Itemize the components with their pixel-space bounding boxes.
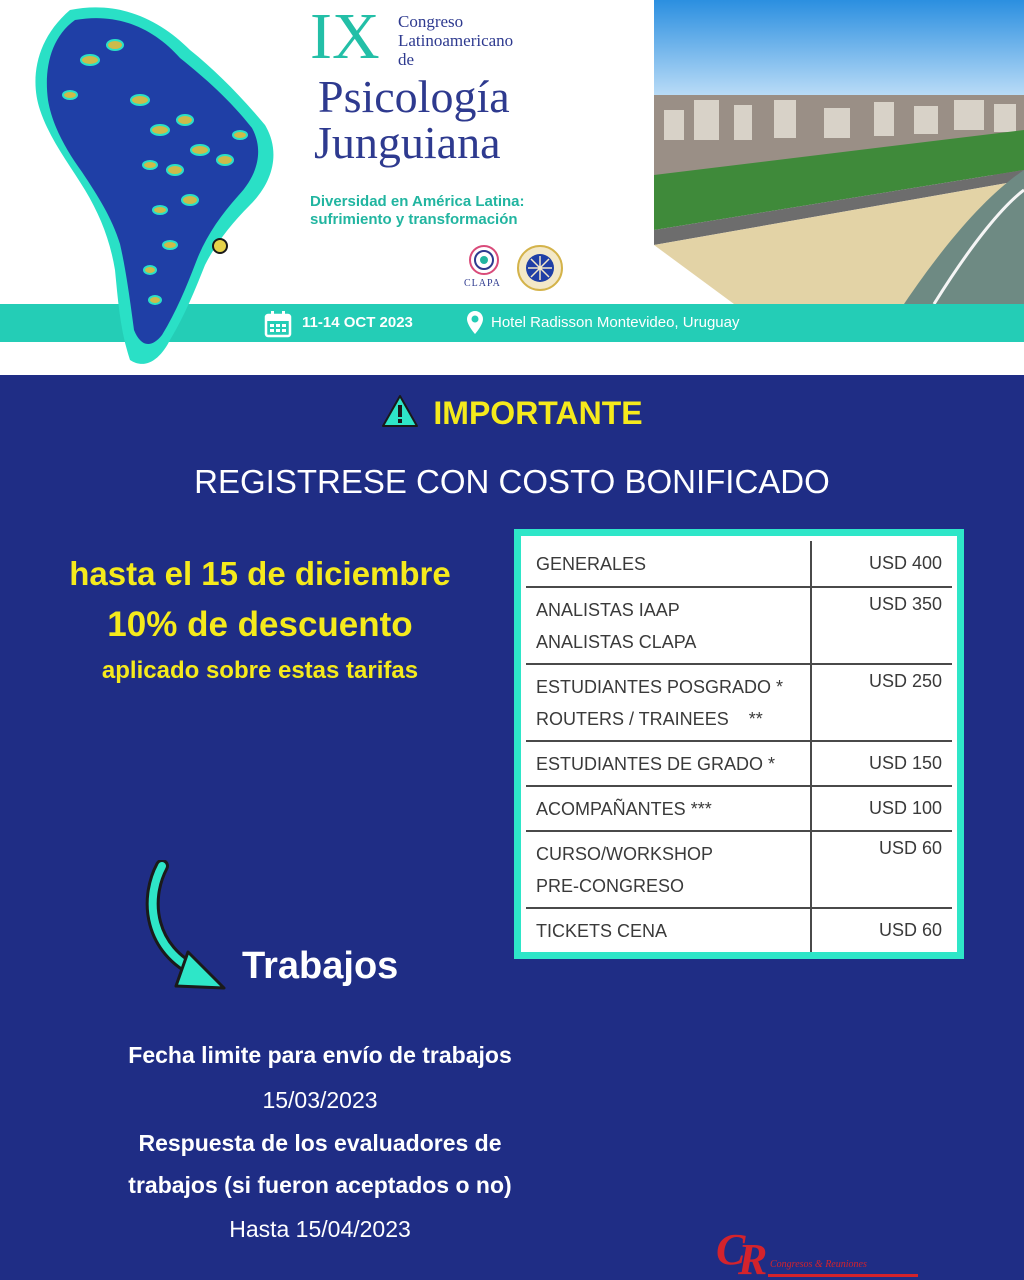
iaap-logo xyxy=(516,244,564,292)
rate-price: USD 250 xyxy=(811,664,952,741)
table-row xyxy=(526,587,952,664)
svg-text:C: C xyxy=(716,1225,746,1274)
important-heading xyxy=(0,393,1024,433)
deadline-date: 15/03/2023 xyxy=(262,1087,378,1113)
category-line: ROUTERS / TRAINEES ** xyxy=(536,708,763,729)
subtitle-line-2: sufrimiento y transformación xyxy=(310,211,518,228)
rate-category xyxy=(526,831,811,908)
beach-photo xyxy=(654,0,1024,304)
svg-text:R: R xyxy=(738,1235,768,1280)
table-row xyxy=(526,908,952,952)
category-line: ANALISTAS IAAP xyxy=(536,599,680,620)
congress-word: Congreso xyxy=(398,12,464,31)
category-line: GENERALES xyxy=(536,553,647,574)
rate-category xyxy=(526,587,811,664)
rate-category xyxy=(526,664,811,741)
clapa-label: CLAPA xyxy=(464,278,501,289)
latinoamericano-word: Latinoamericano xyxy=(398,31,514,50)
congress-subtitle xyxy=(310,193,525,229)
subtitle-line-1: Diversidad en América Latina: xyxy=(310,193,525,210)
rate-price: USD 350 xyxy=(811,587,952,664)
rates-table xyxy=(514,529,964,959)
rate-price: USD 150 xyxy=(811,741,952,786)
cr-logo-text: Congresos & Reuniones xyxy=(770,1259,867,1270)
important-label: IMPORTANTE xyxy=(433,395,643,431)
promo-discount: 10% de descuento xyxy=(107,605,413,644)
category-line: ESTUDIANTES DE GRADO * xyxy=(536,753,776,774)
warning-icon xyxy=(381,394,419,428)
south-america-map xyxy=(0,0,300,375)
congress-number: IX xyxy=(310,0,380,73)
response-date: Hasta 15/04/2023 xyxy=(229,1216,411,1242)
cr-logo xyxy=(716,1222,926,1280)
title-line-2: Junguiana xyxy=(314,117,501,168)
rate-category xyxy=(526,786,811,831)
rate-price: USD 60 xyxy=(811,908,952,952)
rate-category xyxy=(526,541,811,587)
header-banner xyxy=(0,0,1024,375)
rate-price: USD 60 xyxy=(811,831,952,908)
category-line: CURSO/WORKSHOP xyxy=(536,843,714,864)
category-line: ACOMPAÑANTES *** xyxy=(536,798,712,819)
title-line-1: Psicología xyxy=(318,71,510,122)
category-line: PRE-CONGRESO xyxy=(536,875,685,896)
table-row xyxy=(526,741,952,786)
table-row xyxy=(526,541,952,587)
deadline-label: Fecha limite para envío de trabajos xyxy=(128,1042,512,1068)
rate-price: USD 100 xyxy=(811,786,952,831)
table-row xyxy=(526,786,952,831)
response-label-line-2: trabajos (si fueron aceptados o no) xyxy=(128,1172,512,1198)
registration-heading: REGISTRESE CON COSTO BONIFICADO xyxy=(194,463,830,500)
promo-deadline: hasta el 15 de diciembre xyxy=(69,555,451,592)
rate-category xyxy=(526,908,811,952)
curved-arrow-icon xyxy=(140,860,230,995)
category-line: TICKETS CENA xyxy=(536,920,668,941)
rate-price: USD 400 xyxy=(811,541,952,587)
rate-category xyxy=(526,741,811,786)
table-row xyxy=(526,831,952,908)
de-word: de xyxy=(398,50,415,69)
congress-heading xyxy=(398,12,513,69)
promo-note: aplicado sobre estas tarifas xyxy=(101,657,419,684)
calendar-icon xyxy=(264,310,292,338)
event-dates: 11-14 OCT 2023 xyxy=(302,314,413,331)
category-line: ANALISTAS CLAPA xyxy=(536,631,697,652)
response-label-line-1: Respuesta de los evaluadores de xyxy=(138,1130,502,1156)
location-pin-icon xyxy=(466,310,484,336)
category-line: ESTUDIANTES POSGRADO * xyxy=(536,676,784,697)
event-venue: Hotel Radisson Montevideo, Uruguay xyxy=(491,314,740,331)
trabajos-title: Trabajos xyxy=(242,945,399,987)
table-row xyxy=(526,664,952,741)
